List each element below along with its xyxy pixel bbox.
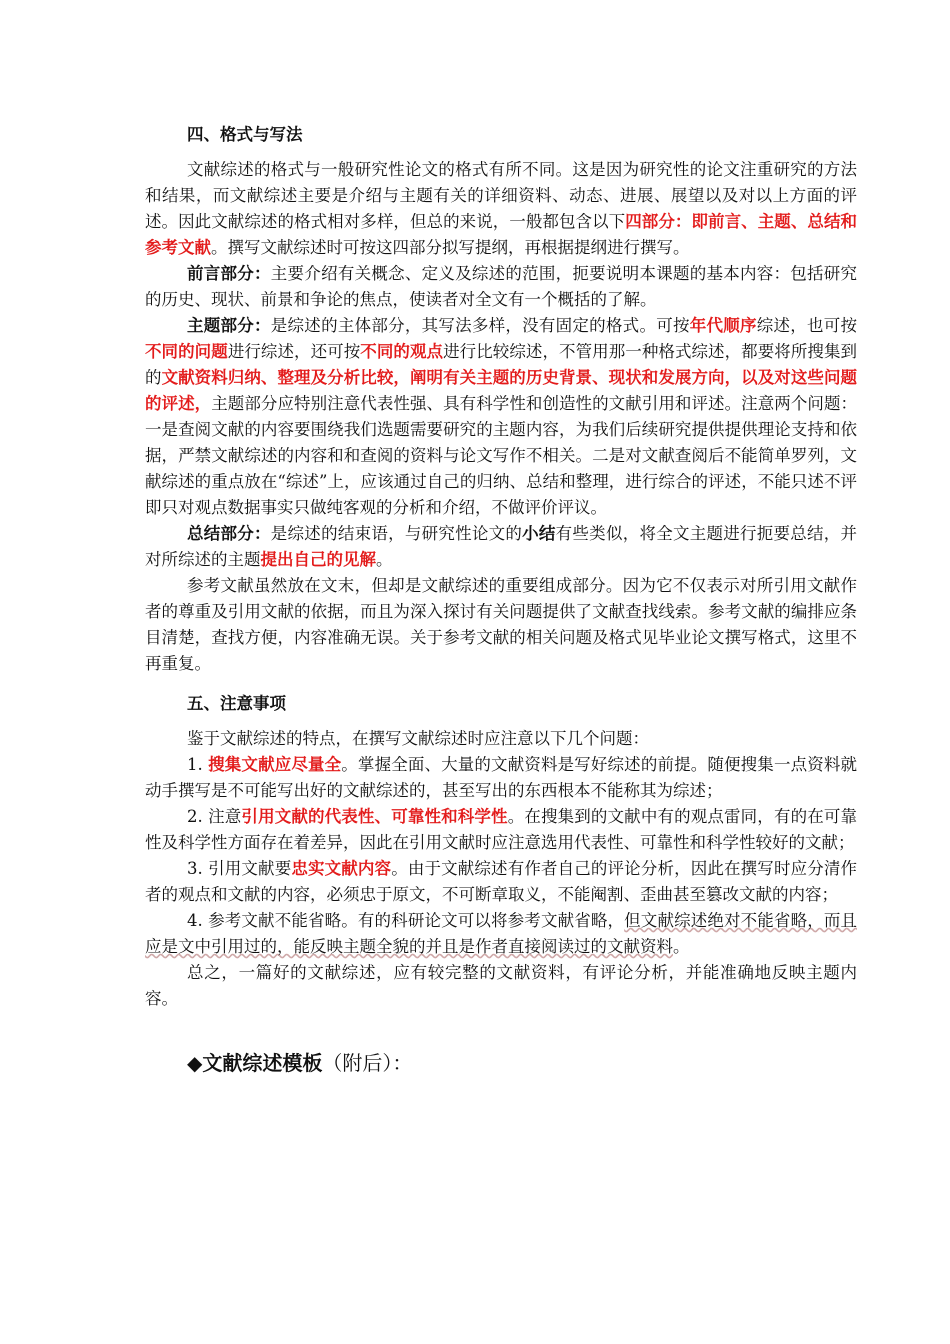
text: 有些类似，将全文主题进行扼要总结，并对所综述的主题 (145, 524, 858, 569)
text: 。 (673, 937, 690, 956)
text: 综述，也可按 (756, 316, 858, 335)
summary-part-paragraph (145, 521, 857, 573)
document-page (145, 122, 857, 1078)
text: 1. (187, 755, 209, 774)
highlight: 忠实文献内容 (291, 859, 392, 878)
template-suffix: （附后）： (322, 1051, 413, 1075)
list-item-3 (145, 856, 857, 908)
text: 主题部分应特别注意代表性强、具有科学性和创造性的文献引用和评述。注意两个问题：一是查阅文献的内容要围绕我们选题需要研究的主题内容，为我们后续研究提供提供理论支持和依据，严禁文献综述的内容和和查阅的资料与论文写作不相关。二是对文献查阅后不能简单罗列，文献综述的重点放在“综述”上，应该通过自己的归纳、总结和整理，进行综合的评述，不能只述不评即只对观点数据事实只做纯客观的分析和介绍，不做评价评议。 (145, 394, 858, 517)
summary-part-label: 总结部分： (187, 524, 271, 543)
section-5-heading: 五、注意事项 (187, 694, 286, 713)
text: 4. 参考文献不能省略。有的科研论文可以将参考文献省略， (187, 911, 625, 930)
text: 主要介绍有关概念、定义及综述的范围，扼要说明本课题的基本内容：包括研究的历史、现状、前景和争论的焦点，使读者对全文有一个概括的了解。 (145, 264, 858, 309)
text: 是综述的主体部分，其写法多样，没有固定的格式。可按 (270, 316, 690, 335)
text: 。掌握全面、大量的文献资料是写好综述的前提。随便搜集一点资料就动手撰写是不可能写出好的文献综述的，甚至写出的东西根本不能称其为综述； (145, 755, 858, 800)
section-5-intro: 鉴于文献综述的特点，在撰写文献综述时应注意以下几个问题： (187, 729, 649, 748)
highlight: 提出自己的见解 (260, 550, 376, 569)
text: 进行综述，还可按 (227, 342, 361, 361)
bold-text: 小结 (522, 524, 556, 543)
highlight: 搜集文献应尽量全 (208, 755, 342, 774)
highlight: 文献资料归纳、整理及分析比较，阐明有关主题的历史背景、现状和发展方向，以及对这些问题的评述， (145, 368, 858, 413)
conclusion-paragraph: 总之，一篇好的文献综述，应有较完整的文献资料，有评论分析，并能准确地反映主题内容。 (145, 963, 857, 1008)
section-4-paragraph-1 (145, 157, 857, 261)
text: 。 (376, 550, 393, 569)
body-part-label: 主题部分： (187, 316, 271, 335)
section-4-heading: 四、格式与写法 (187, 125, 303, 144)
text: 2. 注意 (187, 807, 242, 826)
list-item-2 (145, 804, 857, 856)
template-title: 文献综述模板 (202, 1051, 323, 1075)
list-item-4 (145, 908, 857, 960)
list-item-1 (145, 752, 857, 804)
template-heading (187, 1048, 857, 1078)
underlined-text: 但文献综述绝对不能省略，而且应是文中引用过的，能反映主题全貌的并且是作者直接阅读过的文献资料 (145, 911, 857, 956)
text: 是综述的结束语，与研究性论文的 (270, 524, 523, 543)
highlight-four-parts: 四部分：即前言、主题、总结和参考文献 (145, 212, 858, 257)
text: 文献综述的格式与一般研究性论文的格式有所不同。这是因为研究性的论文注重研究的方法和结果，而文献综述主要是介绍与主题有关的详细资料、动态、进展、展望以及对以上方面的评述。因此文献综述的格式相对多样，但总的来说，一般都包含以下 (145, 160, 857, 231)
text: 3. 引用文献要 (187, 859, 292, 878)
text: 。在搜集到的文献中有的观点雷同，有的在可靠性及科学性方面存在着差异，因此在引用文献时应注意选用代表性、可靠性和科学性较好的文献； (145, 807, 858, 852)
highlight: 年代顺序 (689, 316, 757, 335)
references-paragraph: 参考文献虽然放在文末，但却是文献综述的重要组成部分。因为它不仅表示对所引用文献作者的尊重及引用文献的依据，而且为深入探讨有关问题提供了文献查找线索。参考文献的编排应条目清楚，查找方便，内容准确无误。关于参考文献的相关问题及格式见毕业论文撰写格式，这里不再重复。 (145, 576, 857, 673)
highlight: 不同的观点 (360, 342, 444, 361)
text: 进行比较综述，不管用那一种格式综述，都要将所搜集到的 (145, 342, 858, 387)
diamond-icon: ◆ (187, 1051, 203, 1075)
intro-part-paragraph (145, 261, 857, 313)
intro-part-label: 前言部分： (187, 264, 271, 283)
highlight: 不同的问题 (145, 342, 228, 361)
text: 。撰写文献综述时可按这四部分拟写提纲，再根据提纲进行撰写。 (211, 238, 690, 257)
text: 。由于文献综述有作者自己的评论分析，因此在撰写时应分清作者的观点和文献的内容，必须忠于原文，不可断章取义，不能阉割、歪曲甚至篡改文献的内容； (145, 859, 858, 904)
body-part-paragraph (145, 313, 857, 521)
highlight: 引用文献的代表性、可靠性和科学性 (241, 807, 508, 826)
